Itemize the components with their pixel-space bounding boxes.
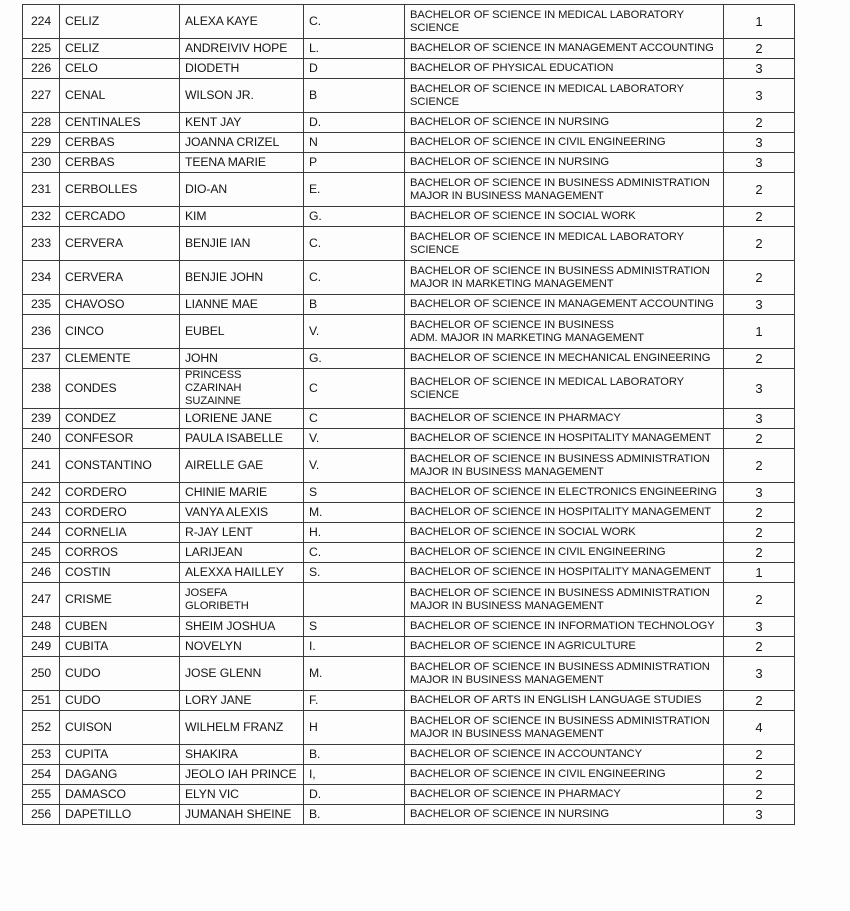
middle-initial-cell: B	[304, 79, 405, 113]
program-cell: BACHELOR OF SCIENCE IN HOSPITALITY MANAGEMENT	[405, 429, 724, 449]
middle-initial-cell: B	[304, 295, 405, 315]
first-name-cell: DIO-AN	[180, 173, 304, 207]
last-name-cell: CERVERA	[60, 261, 180, 295]
middle-initial-cell: V.	[304, 429, 405, 449]
middle-initial-cell	[304, 583, 405, 617]
row-number-cell: 231	[23, 173, 60, 207]
program-cell: BACHELOR OF SCIENCE IN NURSING	[405, 113, 724, 133]
program-cell: BACHELOR OF SCIENCE IN ELECTRONICS ENGINEERING	[405, 483, 724, 503]
program-cell: BACHELOR OF SCIENCE IN SOCIAL WORK	[405, 207, 724, 227]
first-name-cell: TEENA MARIE	[180, 153, 304, 173]
year-level-cell: 3	[724, 369, 795, 409]
row-number-cell: 225	[23, 39, 60, 59]
table-row	[23, 295, 795, 315]
year-level-cell: 3	[724, 59, 795, 79]
row-number-cell: 242	[23, 483, 60, 503]
row-number-cell: 238	[23, 369, 60, 409]
middle-initial-cell: C.	[304, 543, 405, 563]
row-number-cell: 233	[23, 227, 60, 261]
last-name-cell: CENTINALES	[60, 113, 180, 133]
first-name-cell: KIM	[180, 207, 304, 227]
last-name-cell: DAPETILLO	[60, 805, 180, 825]
program-cell: BACHELOR OF SCIENCE IN CIVIL ENGINEERING	[405, 765, 724, 785]
table-row	[23, 5, 795, 39]
middle-initial-cell: I.	[304, 637, 405, 657]
first-name-cell: WILSON JR.	[180, 79, 304, 113]
row-number-cell: 241	[23, 449, 60, 483]
program-cell: BACHELOR OF SCIENCE IN BUSINESS ADMINISTRATION MAJOR IN BUSINESS MANAGEMENT	[405, 583, 724, 617]
program-cell: BACHELOR OF SCIENCE IN PHARMACY	[405, 785, 724, 805]
first-name-cell: JOHN	[180, 349, 304, 369]
first-name-cell: ELYN VIC	[180, 785, 304, 805]
first-name-cell: LARIJEAN	[180, 543, 304, 563]
program-cell: BACHELOR OF SCIENCE IN MECHANICAL ENGINEERING	[405, 349, 724, 369]
year-level-cell: 3	[724, 409, 795, 429]
program-cell: BACHELOR OF SCIENCE IN MANAGEMENT ACCOUNTING	[405, 39, 724, 59]
middle-initial-cell: D.	[304, 113, 405, 133]
table-row	[23, 409, 795, 429]
year-level-cell: 2	[724, 113, 795, 133]
first-name-cell: WILHELM FRANZ	[180, 711, 304, 745]
year-level-cell: 2	[724, 429, 795, 449]
middle-initial-cell: H	[304, 711, 405, 745]
last-name-cell: CLEMENTE	[60, 349, 180, 369]
row-number-cell: 252	[23, 711, 60, 745]
last-name-cell: CUPITA	[60, 745, 180, 765]
last-name-cell: CERVERA	[60, 227, 180, 261]
table-row	[23, 691, 795, 711]
year-level-cell: 1	[724, 315, 795, 349]
first-name-cell: NOVELYN	[180, 637, 304, 657]
table-row	[23, 261, 795, 295]
student-roster-table	[22, 4, 795, 825]
middle-initial-cell: H.	[304, 523, 405, 543]
last-name-cell: CERBOLLES	[60, 173, 180, 207]
table-row	[23, 765, 795, 785]
year-level-cell: 3	[724, 805, 795, 825]
roster-body	[23, 5, 795, 825]
last-name-cell: CUDO	[60, 657, 180, 691]
middle-initial-cell: D	[304, 59, 405, 79]
last-name-cell: CORNELIA	[60, 523, 180, 543]
middle-initial-cell: N	[304, 133, 405, 153]
first-name-cell: SHEIM JOSHUA	[180, 617, 304, 637]
first-name-cell: PRINCESS CZARINAH SUZAINNE	[180, 369, 304, 409]
program-cell: BACHELOR OF SCIENCE IN INFORMATION TECHNOLOGY	[405, 617, 724, 637]
last-name-cell: CUISON	[60, 711, 180, 745]
year-level-cell: 2	[724, 173, 795, 207]
row-number-cell: 232	[23, 207, 60, 227]
last-name-cell: CERBAS	[60, 133, 180, 153]
first-name-cell: DIODETH	[180, 59, 304, 79]
program-cell: BACHELOR OF SCIENCE IN MEDICAL LABORATORY SCIENCE	[405, 5, 724, 39]
year-level-cell: 2	[724, 261, 795, 295]
middle-initial-cell: P	[304, 153, 405, 173]
middle-initial-cell: E.	[304, 173, 405, 207]
middle-initial-cell: B.	[304, 805, 405, 825]
row-number-cell: 251	[23, 691, 60, 711]
year-level-cell: 2	[724, 765, 795, 785]
year-level-cell: 4	[724, 711, 795, 745]
middle-initial-cell: D.	[304, 785, 405, 805]
first-name-cell: JOSE GLENN	[180, 657, 304, 691]
row-number-cell: 239	[23, 409, 60, 429]
program-cell: BACHELOR OF SCIENCE IN BUSINESS ADMINISTRATION MAJOR IN MARKETING MANAGEMENT	[405, 261, 724, 295]
table-row	[23, 59, 795, 79]
year-level-cell: 2	[724, 691, 795, 711]
last-name-cell: DAMASCO	[60, 785, 180, 805]
last-name-cell: CONSTANTINO	[60, 449, 180, 483]
row-number-cell: 245	[23, 543, 60, 563]
year-level-cell: 2	[724, 637, 795, 657]
first-name-cell: JOSEFA GLORIBETH	[180, 583, 304, 617]
middle-initial-cell: C.	[304, 227, 405, 261]
first-name-cell: KENT JAY	[180, 113, 304, 133]
program-cell: BACHELOR OF SCIENCE IN CIVIL ENGINEERING	[405, 543, 724, 563]
row-number-cell: 249	[23, 637, 60, 657]
table-row	[23, 173, 795, 207]
table-row	[23, 79, 795, 113]
table-row	[23, 429, 795, 449]
table-row	[23, 349, 795, 369]
last-name-cell: CINCO	[60, 315, 180, 349]
year-level-cell: 2	[724, 785, 795, 805]
year-level-cell: 1	[724, 5, 795, 39]
table-row	[23, 133, 795, 153]
middle-initial-cell: M.	[304, 657, 405, 691]
last-name-cell: CORROS	[60, 543, 180, 563]
row-number-cell: 253	[23, 745, 60, 765]
table-row	[23, 449, 795, 483]
first-name-cell: PAULA ISABELLE	[180, 429, 304, 449]
table-row	[23, 39, 795, 59]
first-name-cell: BENJIE IAN	[180, 227, 304, 261]
middle-initial-cell: B.	[304, 745, 405, 765]
year-level-cell: 2	[724, 523, 795, 543]
program-cell: BACHELOR OF SCIENCE IN BUSINESS ADMINISTRATION MAJOR IN BUSINESS MANAGEMENT	[405, 173, 724, 207]
first-name-cell: AIRELLE GAE	[180, 449, 304, 483]
first-name-cell: VANYA ALEXIS	[180, 503, 304, 523]
program-cell: BACHELOR OF SCIENCE IN MEDICAL LABORATORY SCIENCE	[405, 79, 724, 113]
last-name-cell: CENAL	[60, 79, 180, 113]
program-cell: BACHELOR OF SCIENCE IN HOSPITALITY MANAGEMENT	[405, 503, 724, 523]
row-number-cell: 228	[23, 113, 60, 133]
table-row	[23, 805, 795, 825]
row-number-cell: 237	[23, 349, 60, 369]
year-level-cell: 2	[724, 543, 795, 563]
year-level-cell: 3	[724, 79, 795, 113]
program-cell: BACHELOR OF SCIENCE IN MANAGEMENT ACCOUNTING	[405, 295, 724, 315]
table-row	[23, 207, 795, 227]
middle-initial-cell: F.	[304, 691, 405, 711]
year-level-cell: 2	[724, 503, 795, 523]
middle-initial-cell: G.	[304, 349, 405, 369]
year-level-cell: 2	[724, 349, 795, 369]
table-row	[23, 227, 795, 261]
year-level-cell: 3	[724, 153, 795, 173]
program-cell: BACHELOR OF SCIENCE IN MEDICAL LABORATORY SCIENCE	[405, 369, 724, 409]
first-name-cell: EUBEL	[180, 315, 304, 349]
program-cell: BACHELOR OF SCIENCE IN BUSINESS ADMINISTRATION MAJOR IN BUSINESS MANAGEMENT	[405, 711, 724, 745]
last-name-cell: CUBEN	[60, 617, 180, 637]
year-level-cell: 3	[724, 483, 795, 503]
first-name-cell: ANDREIVIV HOPE	[180, 39, 304, 59]
first-name-cell: LORIENE JANE	[180, 409, 304, 429]
year-level-cell: 2	[724, 745, 795, 765]
table-row	[23, 503, 795, 523]
first-name-cell: BENJIE JOHN	[180, 261, 304, 295]
middle-initial-cell: I,	[304, 765, 405, 785]
middle-initial-cell: V.	[304, 449, 405, 483]
last-name-cell: CELO	[60, 59, 180, 79]
table-row	[23, 113, 795, 133]
middle-initial-cell: V.	[304, 315, 405, 349]
program-cell: BACHELOR OF SCIENCE IN BUSINESS ADM. MAJOR IN MARKETING MANAGEMENT	[405, 315, 724, 349]
last-name-cell: CONDES	[60, 369, 180, 409]
row-number-cell: 250	[23, 657, 60, 691]
row-number-cell: 230	[23, 153, 60, 173]
table-row	[23, 543, 795, 563]
first-name-cell: LORY JANE	[180, 691, 304, 711]
row-number-cell: 247	[23, 583, 60, 617]
program-cell: BACHELOR OF SCIENCE IN MEDICAL LABORATORY SCIENCE	[405, 227, 724, 261]
table-row	[23, 637, 795, 657]
year-level-cell: 3	[724, 133, 795, 153]
first-name-cell: CHINIE MARIE	[180, 483, 304, 503]
last-name-cell: CELIZ	[60, 5, 180, 39]
row-number-cell: 240	[23, 429, 60, 449]
row-number-cell: 244	[23, 523, 60, 543]
middle-initial-cell: C	[304, 369, 405, 409]
middle-initial-cell: C	[304, 409, 405, 429]
first-name-cell: ALEXA KAYE	[180, 5, 304, 39]
year-level-cell: 2	[724, 449, 795, 483]
year-level-cell: 1	[724, 563, 795, 583]
middle-initial-cell: G.	[304, 207, 405, 227]
year-level-cell: 3	[724, 295, 795, 315]
program-cell: BACHELOR OF SCIENCE IN SOCIAL WORK	[405, 523, 724, 543]
row-number-cell: 255	[23, 785, 60, 805]
first-name-cell: LIANNE MAE	[180, 295, 304, 315]
first-name-cell: JOANNA CRIZEL	[180, 133, 304, 153]
row-number-cell: 235	[23, 295, 60, 315]
table-row	[23, 483, 795, 503]
program-cell: BACHELOR OF SCIENCE IN AGRICULTURE	[405, 637, 724, 657]
row-number-cell: 224	[23, 5, 60, 39]
row-number-cell: 248	[23, 617, 60, 637]
last-name-cell: CHAVOSO	[60, 295, 180, 315]
program-cell: BACHELOR OF PHYSICAL EDUCATION	[405, 59, 724, 79]
table-row	[23, 785, 795, 805]
table-row	[23, 563, 795, 583]
last-name-cell: CERCADO	[60, 207, 180, 227]
year-level-cell: 3	[724, 617, 795, 637]
middle-initial-cell: S	[304, 617, 405, 637]
year-level-cell: 2	[724, 227, 795, 261]
table-row	[23, 711, 795, 745]
program-cell: BACHELOR OF SCIENCE IN ACCOUNTANCY	[405, 745, 724, 765]
program-cell: BACHELOR OF SCIENCE IN CIVIL ENGINEERING	[405, 133, 724, 153]
first-name-cell: ALEXXA HAILLEY	[180, 563, 304, 583]
middle-initial-cell: L.	[304, 39, 405, 59]
row-number-cell: 243	[23, 503, 60, 523]
row-number-cell: 236	[23, 315, 60, 349]
last-name-cell: CELIZ	[60, 39, 180, 59]
last-name-cell: CUBITA	[60, 637, 180, 657]
last-name-cell: CONDEZ	[60, 409, 180, 429]
year-level-cell: 3	[724, 657, 795, 691]
first-name-cell: SHAKIRA	[180, 745, 304, 765]
table-row	[23, 523, 795, 543]
last-name-cell: COSTIN	[60, 563, 180, 583]
last-name-cell: DAGANG	[60, 765, 180, 785]
first-name-cell: JEOLO IAH PRINCE	[180, 765, 304, 785]
row-number-cell: 226	[23, 59, 60, 79]
table-row	[23, 657, 795, 691]
middle-initial-cell: C.	[304, 5, 405, 39]
table-row	[23, 617, 795, 637]
last-name-cell: CUDO	[60, 691, 180, 711]
program-cell: BACHELOR OF SCIENCE IN PHARMACY	[405, 409, 724, 429]
row-number-cell: 254	[23, 765, 60, 785]
table-row	[23, 745, 795, 765]
row-number-cell: 234	[23, 261, 60, 295]
table-row	[23, 583, 795, 617]
first-name-cell: JUMANAH SHEINE	[180, 805, 304, 825]
first-name-cell: R-JAY LENT	[180, 523, 304, 543]
middle-initial-cell: M.	[304, 503, 405, 523]
last-name-cell: CORDERO	[60, 483, 180, 503]
program-cell: BACHELOR OF SCIENCE IN BUSINESS ADMINISTRATION MAJOR IN BUSINESS MANAGEMENT	[405, 657, 724, 691]
table-row	[23, 153, 795, 173]
row-number-cell: 229	[23, 133, 60, 153]
table-row	[23, 369, 795, 409]
table-row	[23, 315, 795, 349]
last-name-cell: CRISME	[60, 583, 180, 617]
row-number-cell: 227	[23, 79, 60, 113]
year-level-cell: 2	[724, 207, 795, 227]
year-level-cell: 2	[724, 39, 795, 59]
row-number-cell: 246	[23, 563, 60, 583]
middle-initial-cell: S	[304, 483, 405, 503]
last-name-cell: CORDERO	[60, 503, 180, 523]
program-cell: BACHELOR OF ARTS IN ENGLISH LANGUAGE STUDIES	[405, 691, 724, 711]
row-number-cell: 256	[23, 805, 60, 825]
program-cell: BACHELOR OF SCIENCE IN NURSING	[405, 805, 724, 825]
last-name-cell: CERBAS	[60, 153, 180, 173]
program-cell: BACHELOR OF SCIENCE IN NURSING	[405, 153, 724, 173]
program-cell: BACHELOR OF SCIENCE IN HOSPITALITY MANAGEMENT	[405, 563, 724, 583]
middle-initial-cell: C.	[304, 261, 405, 295]
last-name-cell: CONFESOR	[60, 429, 180, 449]
year-level-cell: 2	[724, 583, 795, 617]
middle-initial-cell: S.	[304, 563, 405, 583]
program-cell: BACHELOR OF SCIENCE IN BUSINESS ADMINISTRATION MAJOR IN BUSINESS MANAGEMENT	[405, 449, 724, 483]
